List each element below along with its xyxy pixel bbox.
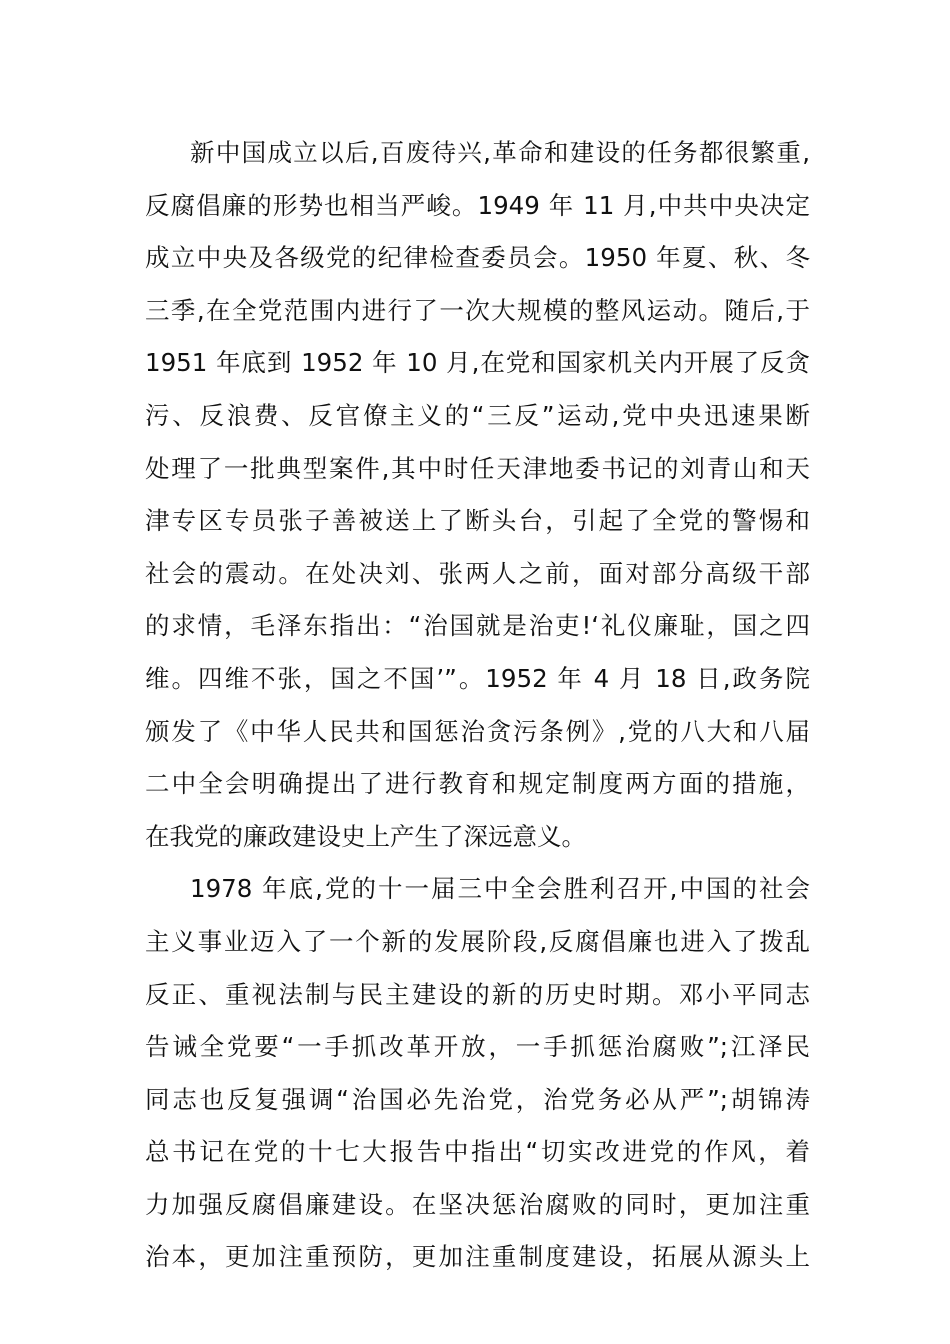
text-line: 处理了一批典型案件,其中时任天津地委书记的刘青山和天: [145, 453, 810, 483]
text-line: 的求情，毛泽东指出：“治国就是治吏!‘礼仪廉耻，国之四: [145, 611, 810, 641]
text-line: 总书记在党的十七大报告中指出“切实改进党的作风，着: [145, 1137, 810, 1167]
text-line: 主义事业迈入了一个新的发展阶段,反腐倡廉也进入了拨乱: [145, 926, 810, 956]
text-line: 三季,在全党范围内进行了一次大规模的整风运动。随后,于: [145, 295, 810, 325]
text-line: 污、反浪费、反官僚主义的“三反”运动,党中央迅速果断: [145, 400, 810, 430]
text-line: 在我党的廉政建设史上产生了深远意义。: [145, 821, 586, 851]
body-text: [145, 127, 810, 1284]
text-line: 治本，更加注重预防，更加注重制度建设，拓展从源头上: [145, 1242, 810, 1272]
text-line: 同志也反复强调“治国必先治党，治党务必从严”;胡锦涛: [145, 1084, 810, 1114]
text-line: 反腐倡廉的形势也相当严峻。1949 年 11 月,中共中央决定: [145, 190, 810, 220]
text-line: 反正、重视法制与民主建设的新的历史时期。邓小平同志: [145, 979, 810, 1009]
text-line: 维。四维不张，国之不国’”。1952 年 4 月 18 日,政务院: [145, 663, 810, 693]
text-line: 颁发了《中华人民共和国惩治贪污条例》,党的八大和八届: [145, 716, 810, 746]
text-line: 力加强反腐倡廉建设。在坚决惩治腐败的同时，更加注重: [145, 1189, 810, 1219]
text-line: 1978 年底,党的十一届三中全会胜利召开,中国的社会: [190, 874, 810, 904]
text-line: 1951 年底到 1952 年 10 月,在党和国家机关内开展了反贪: [145, 348, 810, 378]
text-line: 津专区专员张子善被送上了断头台，引起了全党的警惕和: [145, 506, 810, 536]
text-line: 新中国成立以后,百废待兴,革命和建设的任务都很繁重,: [190, 138, 810, 167]
text-line: 社会的震动。在处决刘、张两人之前，面对部分高级干部: [145, 558, 810, 588]
text-line: 成立中央及各级党的纪律检查委员会。1950 年夏、秋、冬: [145, 243, 810, 273]
text-line: 二中全会明确提出了进行教育和规定制度两方面的措施，: [145, 769, 810, 799]
text-line: 告诫全党要“一手抓改革开放，一手抓惩治腐败”;江泽民: [145, 1032, 810, 1062]
